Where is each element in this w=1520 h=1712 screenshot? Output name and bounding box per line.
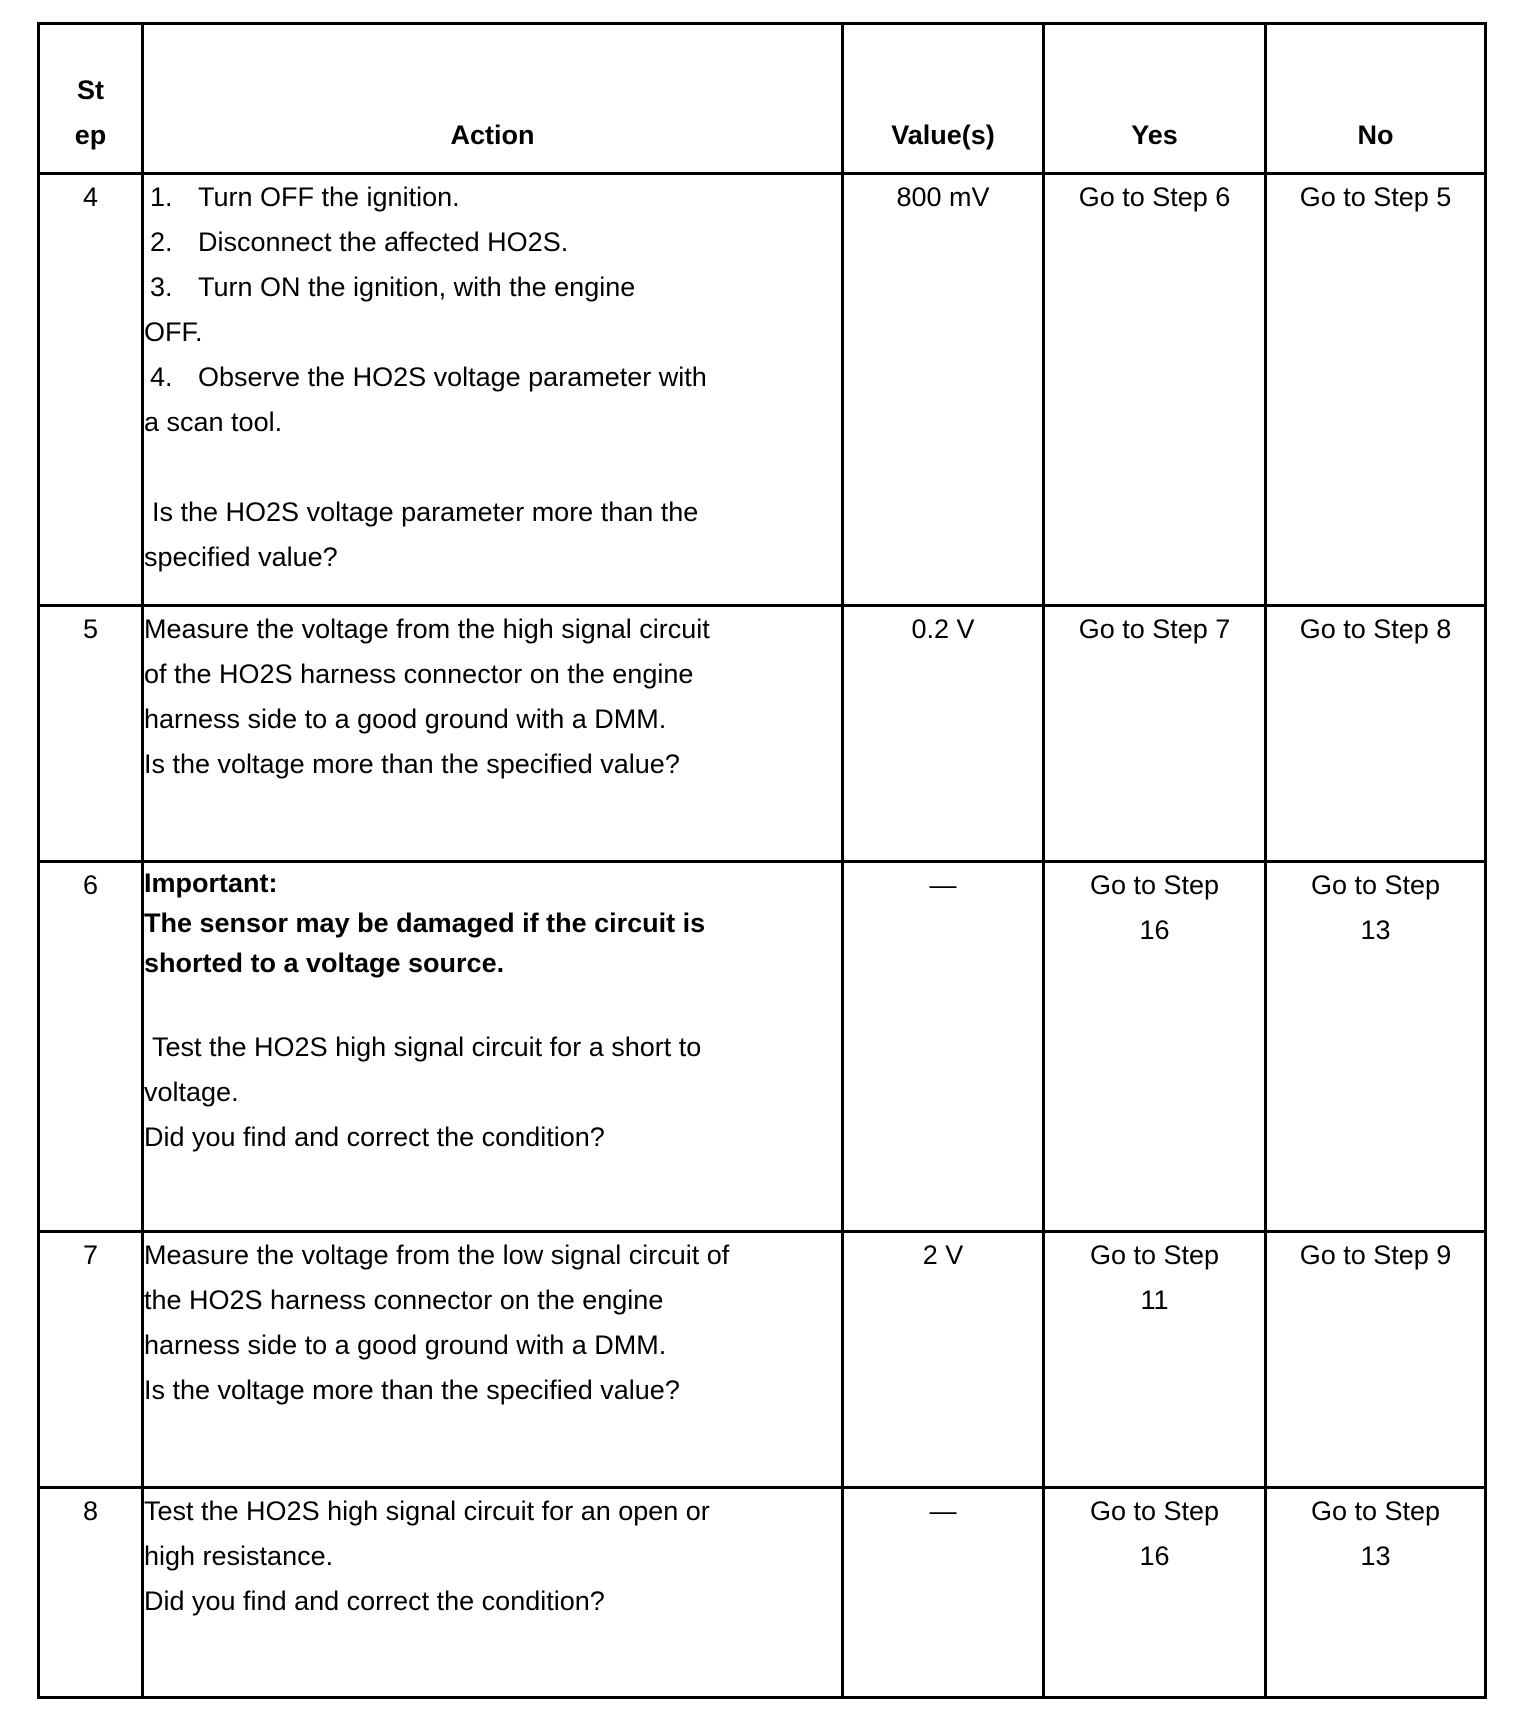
header-step-line1: St — [77, 75, 104, 105]
no-cell: Go to Step 9 — [1266, 1232, 1486, 1488]
action-line: harness side to a good ground with a DMM. — [144, 1330, 667, 1360]
yes-cell: Go to Step 16 — [1044, 1488, 1266, 1698]
no-cell: Go to Step 5 — [1266, 174, 1486, 606]
action-cell — [143, 606, 843, 862]
step-number: 8 — [39, 1488, 143, 1698]
action-line: Test the HO2S high signal circuit for a short to — [152, 1032, 702, 1062]
no-cell: Go to Step 8 — [1266, 606, 1486, 862]
action-line: harness side to a good ground with a DMM. — [144, 704, 667, 734]
list-item-continuation: a scan tool. — [144, 407, 283, 437]
step-number: 7 — [39, 1232, 143, 1488]
list-item: 2. Disconnect the affected HO2S. — [150, 227, 569, 257]
question-text: Is the voltage more than the specified value? — [144, 749, 680, 779]
table-row — [39, 1232, 1486, 1488]
step-number: 6 — [39, 862, 143, 1232]
question-text: Is the HO2S voltage parameter more than the — [152, 497, 699, 527]
yes-cell: Go to Step 7 — [1044, 606, 1266, 862]
header-action: Action — [143, 24, 843, 174]
header-step-line2: ep — [74, 120, 107, 150]
important-label: Important: — [144, 868, 278, 898]
value-cell: 0.2 V — [843, 606, 1044, 862]
table-row — [39, 174, 1486, 606]
action-line: Measure the voltage from the high signal circuit — [144, 614, 710, 644]
important-note: The sensor may be damaged if the circuit is — [144, 908, 706, 938]
value-cell: 800 mV — [843, 174, 1044, 606]
list-item: 4. Observe the HO2S voltage parameter with — [150, 362, 707, 392]
action-line: the HO2S harness connector on the engine — [144, 1285, 664, 1315]
table-header-row — [39, 24, 1486, 174]
action-cell — [143, 1488, 843, 1698]
header-step — [39, 24, 143, 174]
yes-cell: Go to Step 11 — [1044, 1232, 1266, 1488]
question-text: specified value? — [144, 542, 338, 572]
step-number: 4 — [39, 174, 143, 606]
step-number: 5 — [39, 606, 143, 862]
list-item: 1. Turn OFF the ignition. — [150, 182, 460, 212]
action-cell — [143, 862, 843, 1232]
action-cell — [143, 174, 843, 606]
no-cell: Go to Step 13 — [1266, 862, 1486, 1232]
no-cell: Go to Step 13 — [1266, 1488, 1486, 1698]
action-line: Test the HO2S high signal circuit for an open or — [144, 1496, 710, 1526]
question-text: Is the voltage more than the specified value? — [144, 1375, 680, 1405]
question-text: Did you find and correct the condition? — [144, 1122, 605, 1152]
list-item: 3. Turn ON the ignition, with the engine — [150, 272, 636, 302]
value-cell: 2 V — [843, 1232, 1044, 1488]
action-cell — [143, 1232, 843, 1488]
diagnostic-table — [37, 22, 1487, 1699]
yes-cell: Go to Step 6 — [1044, 174, 1266, 606]
question-text: Did you find and correct the condition? — [144, 1586, 605, 1616]
table-row — [39, 606, 1486, 862]
action-line: voltage. — [144, 1077, 239, 1107]
header-values: Value(s) — [843, 24, 1044, 174]
important-note: shorted to a voltage source. — [144, 948, 505, 978]
yes-cell: Go to Step 16 — [1044, 862, 1266, 1232]
action-line: Measure the voltage from the low signal circuit of — [144, 1240, 730, 1270]
header-no: No — [1266, 24, 1486, 174]
value-cell: — — [843, 862, 1044, 1232]
list-item-continuation: OFF. — [144, 317, 203, 347]
value-cell: — — [843, 1488, 1044, 1698]
action-line: high resistance. — [144, 1541, 334, 1571]
table-row — [39, 1488, 1486, 1698]
header-yes: Yes — [1044, 24, 1266, 174]
action-line: of the HO2S harness connector on the engine — [144, 659, 694, 689]
table-row — [39, 862, 1486, 1232]
